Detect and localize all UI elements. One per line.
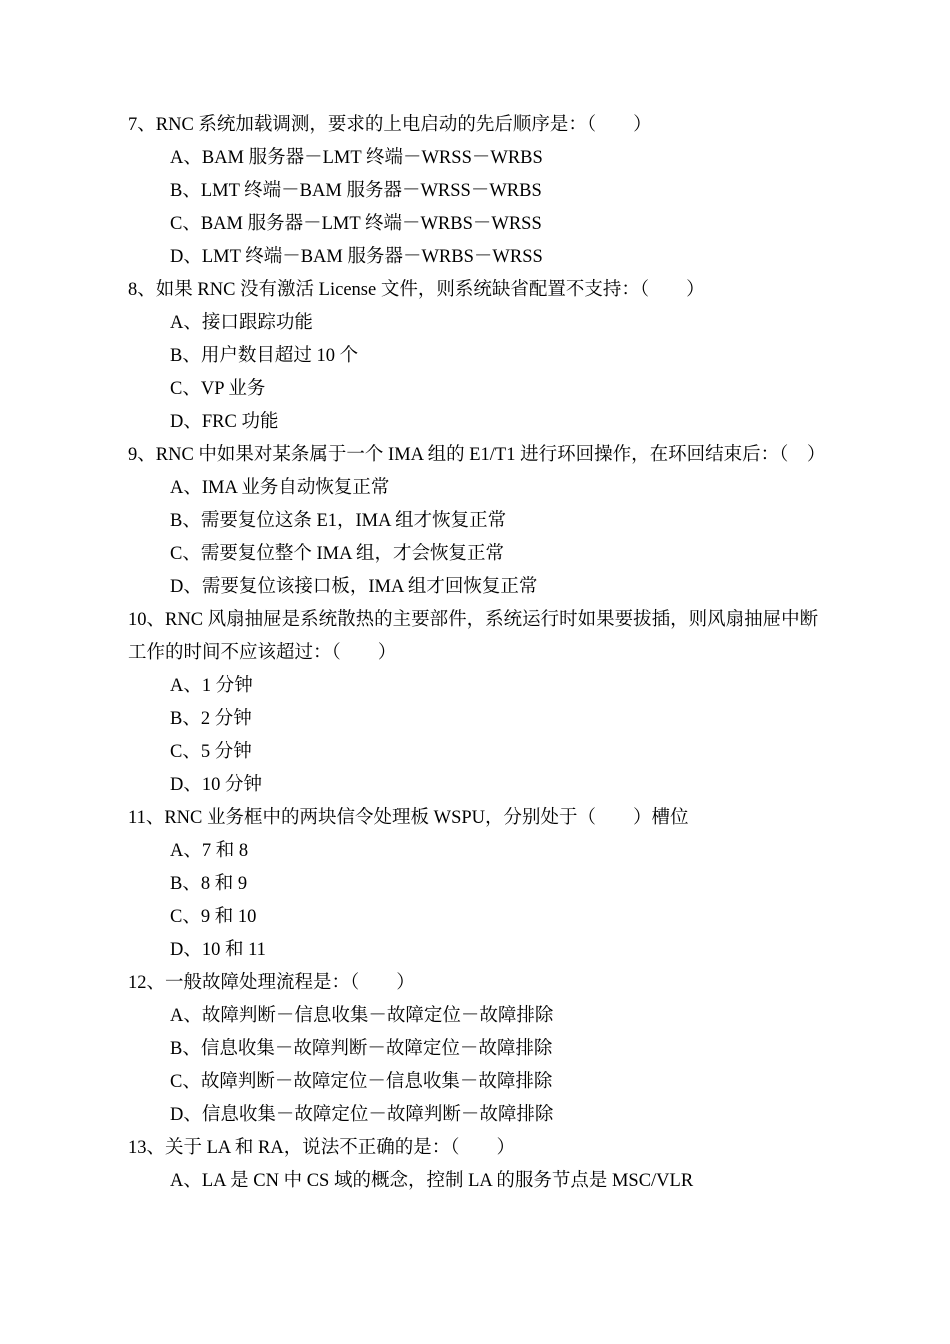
question-block — [128, 967, 828, 1132]
option-b: B、8 和 9 — [170, 874, 248, 894]
question-block — [128, 1132, 828, 1198]
option-d: D、信息收集－故障定位－故障判断－故障排除 — [170, 1105, 554, 1125]
option-d: D、LMT 终端－BAM 服务器－WRBS－WRSS — [170, 247, 543, 267]
question-block — [128, 802, 828, 967]
question-block — [128, 109, 828, 274]
question-text: 10、RNC 风扇抽屉是系统散热的主要部件，系统运行时如果要拔插，则风扇抽屉中断工作的时间不应该超过：（ ） — [128, 610, 819, 663]
question-text: 8、如果 RNC 没有激活 License 文件，则系统缺省配置不支持：（ ） — [128, 280, 705, 300]
question-text: 13、关于 LA 和 RA，说法不正确的是：（ ） — [128, 1138, 515, 1158]
option-c: C、VP 业务 — [170, 379, 266, 399]
option-a: A、LA 是 CN 中 CS 域的概念，控制 LA 的服务节点是 MSC/VLR — [170, 1171, 694, 1191]
option-b: B、用户数目超过 10 个 — [170, 346, 359, 366]
option-c: C、5 分钟 — [170, 742, 252, 762]
question-block — [128, 439, 828, 604]
question-text: 11、RNC 业务框中的两块信令处理板 WSPU，分别处于（ ）槽位 — [128, 808, 689, 828]
option-a: A、1 分钟 — [170, 676, 253, 696]
option-a: A、BAM 服务器－LMT 终端－WRSS－WRBS — [170, 148, 543, 168]
question-block — [128, 274, 828, 439]
option-d: D、需要复位该接口板，IMA 组才回恢复正常 — [170, 577, 538, 597]
option-d: D、FRC 功能 — [170, 412, 279, 432]
option-d: D、10 分钟 — [170, 775, 262, 795]
option-a: A、接口跟踪功能 — [170, 313, 313, 333]
question-block — [128, 604, 828, 802]
option-a: A、7 和 8 — [170, 841, 249, 861]
option-c: C、9 和 10 — [170, 907, 257, 927]
option-c: C、BAM 服务器－LMT 终端－WRBS－WRSS — [170, 214, 542, 234]
question-text: 9、RNC 中如果对某条属于一个 IMA 组的 E1/T1 进行环回操作，在环回结束后：（ ） — [128, 445, 826, 465]
question-text: 12、一般故障处理流程是：（ ） — [128, 973, 415, 993]
question-text: 7、RNC 系统加载调测，要求的上电启动的先后顺序是：（ ） — [128, 115, 652, 135]
option-c: C、需要复位整个 IMA 组，才会恢复正常 — [170, 544, 505, 564]
option-b: B、需要复位这条 E1，IMA 组才恢复正常 — [170, 511, 507, 531]
question-list — [128, 109, 828, 1198]
option-c: C、故障判断－故障定位－信息收集－故障排除 — [170, 1072, 553, 1092]
option-d: D、10 和 11 — [170, 940, 266, 960]
option-b: B、LMT 终端－BAM 服务器－WRSS－WRBS — [170, 181, 542, 201]
option-b: B、信息收集－故障判断－故障定位－故障排除 — [170, 1039, 553, 1059]
option-a: A、IMA 业务自动恢复正常 — [170, 478, 390, 498]
option-a: A、故障判断－信息收集－故障定位－故障排除 — [170, 1006, 554, 1026]
option-b: B、2 分钟 — [170, 709, 252, 729]
